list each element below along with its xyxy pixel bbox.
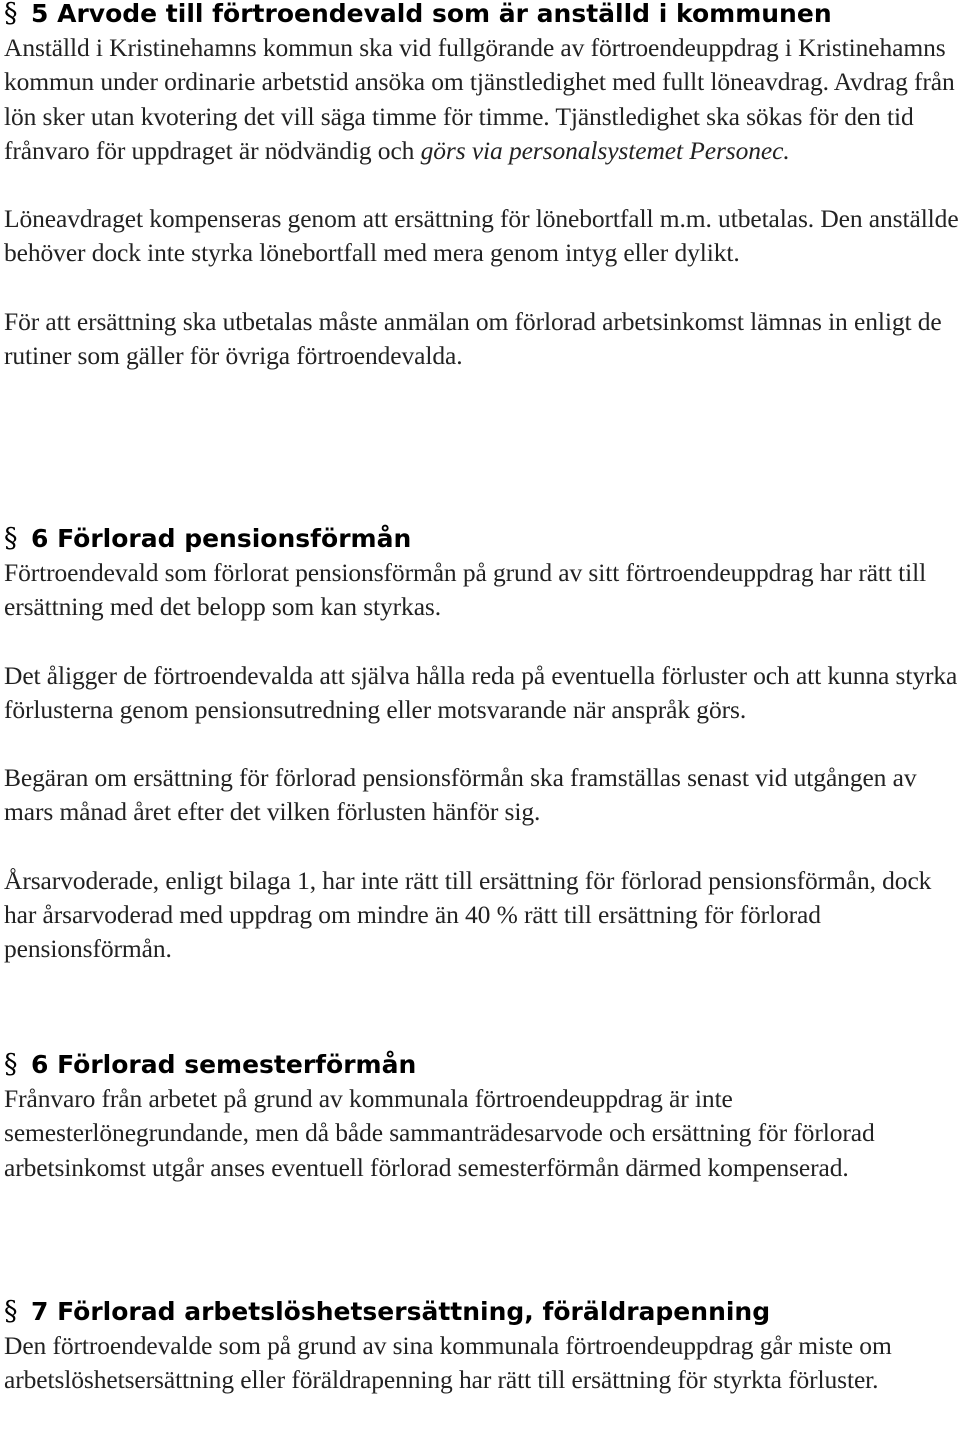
section-heading-5 xyxy=(4,0,960,31)
heading-text: 6 Förlorad semesterförmån xyxy=(31,1050,417,1079)
section-6-semester xyxy=(4,1048,960,1185)
paragraph: Löneavdraget kompenseras genom att ersättning för lönebortfall m.m. utbetalas. Den anställde behöver dock inte styrka lönebortfall med mera genom intyg eller dylikt. xyxy=(4,204,959,268)
paragraph: Den förtroendevalde som på grund av sina kommunala förtroendeuppdrag går miste om arbetslöshetsersättning eller föräldrapenning har rätt till ersättning för styrkta förluster. xyxy=(4,1331,892,1395)
paragraph: Förtroendevald som förlorat pensionsförmån på grund av sitt förtroendeuppdrag har rätt till ersättning med det belopp som kan styrkas. xyxy=(4,558,927,622)
paragraph: Frånvaro från arbetet på grund av kommunala förtroendeuppdrag är inte semesterlönegrundande, men då både sammanträdesarvode och ersättning för förlorad arbetsinkomst utgår anses eventuell förlorad semesterförmån därmed kompenserad. xyxy=(4,1084,875,1182)
paragraph-text-italic: görs via personalsystemet Personec. xyxy=(420,135,790,165)
section-heading-7 xyxy=(4,1295,960,1329)
section-mark-icon: § xyxy=(4,0,18,29)
section-5 xyxy=(4,0,960,373)
section-6-pension xyxy=(4,522,960,967)
paragraph: Årsarvoderade, enligt bilaga 1, har inte rätt till ersättning för förlorad pensionsförmån, dock har årsarvoderad med uppdrag om mindre än 40 % rätt till ersättning för förlorad pensionsförmån. xyxy=(4,865,932,964)
section-7 xyxy=(4,1295,960,1398)
paragraph: Begäran om ersättning för förlorad pensionsförmån ska framställas senast vid utgången av mars månad året efter det vilken förlusten hänför sig. xyxy=(4,763,917,827)
paragraph-text: Anställd i Kristinehamns kommun ska vid fullgörande av förtroendeuppdrag i Kristinehamns kommun under ordinarie arbetstid ansöka om tjänstledighet med fullt löneavdrag. Avdrag från lön sker utan kvotering det vill säga timme för timme. Tjänstledighet ska sökas för den tid frånvaro för uppdraget är nödvändig och xyxy=(4,33,955,165)
heading-text: 7 Förlorad arbetslöshetsersättning, föräldrapenning xyxy=(31,1297,771,1326)
heading-text: 5 Arvode till förtroendevald som är anställd i kommunen xyxy=(31,0,832,28)
section-mark-icon: § xyxy=(4,1296,18,1327)
heading-text: 6 Förlorad pensionsförmån xyxy=(31,524,412,553)
section-mark-icon: § xyxy=(4,523,18,554)
paragraph: För att ersättning ska utbetalas måste anmälan om förlorad arbetsinkomst lämnas in enligt de rutiner som gäller för övriga förtroendevalda. xyxy=(4,306,942,371)
paragraph xyxy=(4,31,960,168)
section-heading-6-semester xyxy=(4,1048,960,1082)
section-mark-icon: § xyxy=(4,1049,18,1080)
paragraph: Det åligger de förtroendevalda att själva hålla reda på eventuella förluster och att kunna styrka förlusterna genom pensionsutredning eller motsvarande när anspråk görs. xyxy=(4,660,958,724)
section-heading-6-pension xyxy=(4,522,960,556)
